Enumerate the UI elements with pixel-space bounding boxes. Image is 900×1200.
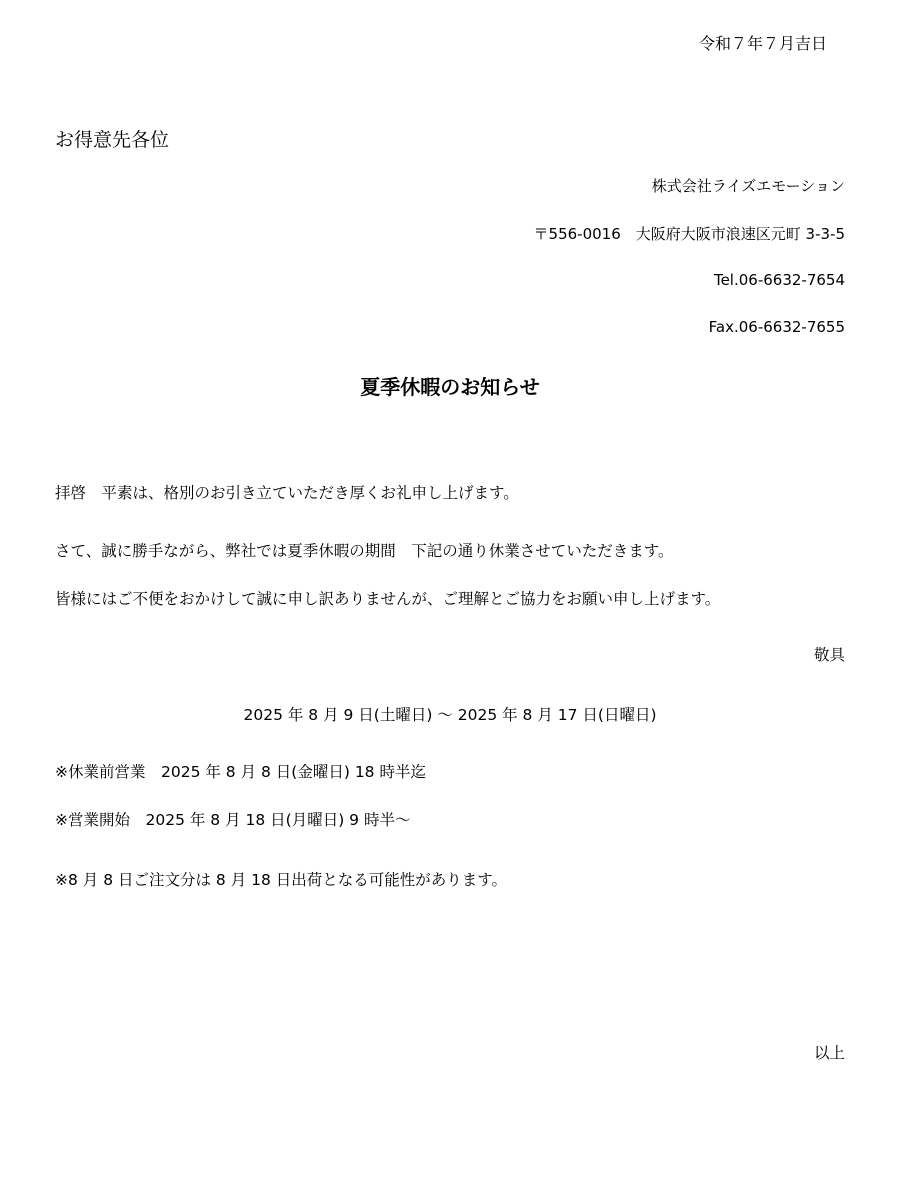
sender-address: 〒556-0016 大阪府大阪市浪速区元町 3-3-5 [533,225,845,243]
page-title: 夏季休暇のお知らせ [360,375,540,399]
holiday-period: 2025 年 8 月 9 日(土曜日) 〜 2025 年 8 月 17 日(日曜日) [243,706,657,724]
greeting-paragraph: 拝啓 平素は、格別のお引き立ていただき厚くお礼申し上げます。 [55,484,519,502]
body-paragraph-1: さて、誠に勝手ながら、弊社では夏季休暇の期間 下記の通り休業させていただきます。 [55,542,674,560]
sender-fax: Fax.06-6632-7655 [708,318,845,336]
note-business-resume: ※営業開始 2025 年 8 月 18 日(月曜日) 9 時半〜 [55,811,411,829]
note-pre-holiday-hours: ※休業前営業 2025 年 8 月 8 日(金曜日) 18 時半迄 [55,763,426,781]
recipient: お得意先各位 [55,129,170,151]
body-paragraph-2: 皆様にはご不便をおかけして誠に申し訳ありませんが、ご理解とご協力をお願い申し上げます。 [55,590,721,608]
end-mark: 以上 [813,1044,845,1062]
sender-tel: Tel.06-6632-7654 [713,271,845,289]
closing-word: 敬具 [813,646,845,664]
issue-date: 令和７年７月吉日 [698,34,827,53]
sender-company: 株式会社ライズエモーション [651,177,845,195]
note-shipping: ※8 月 8 日ご注文分は 8 月 18 日出荷となる可能性があります。 [55,871,508,889]
